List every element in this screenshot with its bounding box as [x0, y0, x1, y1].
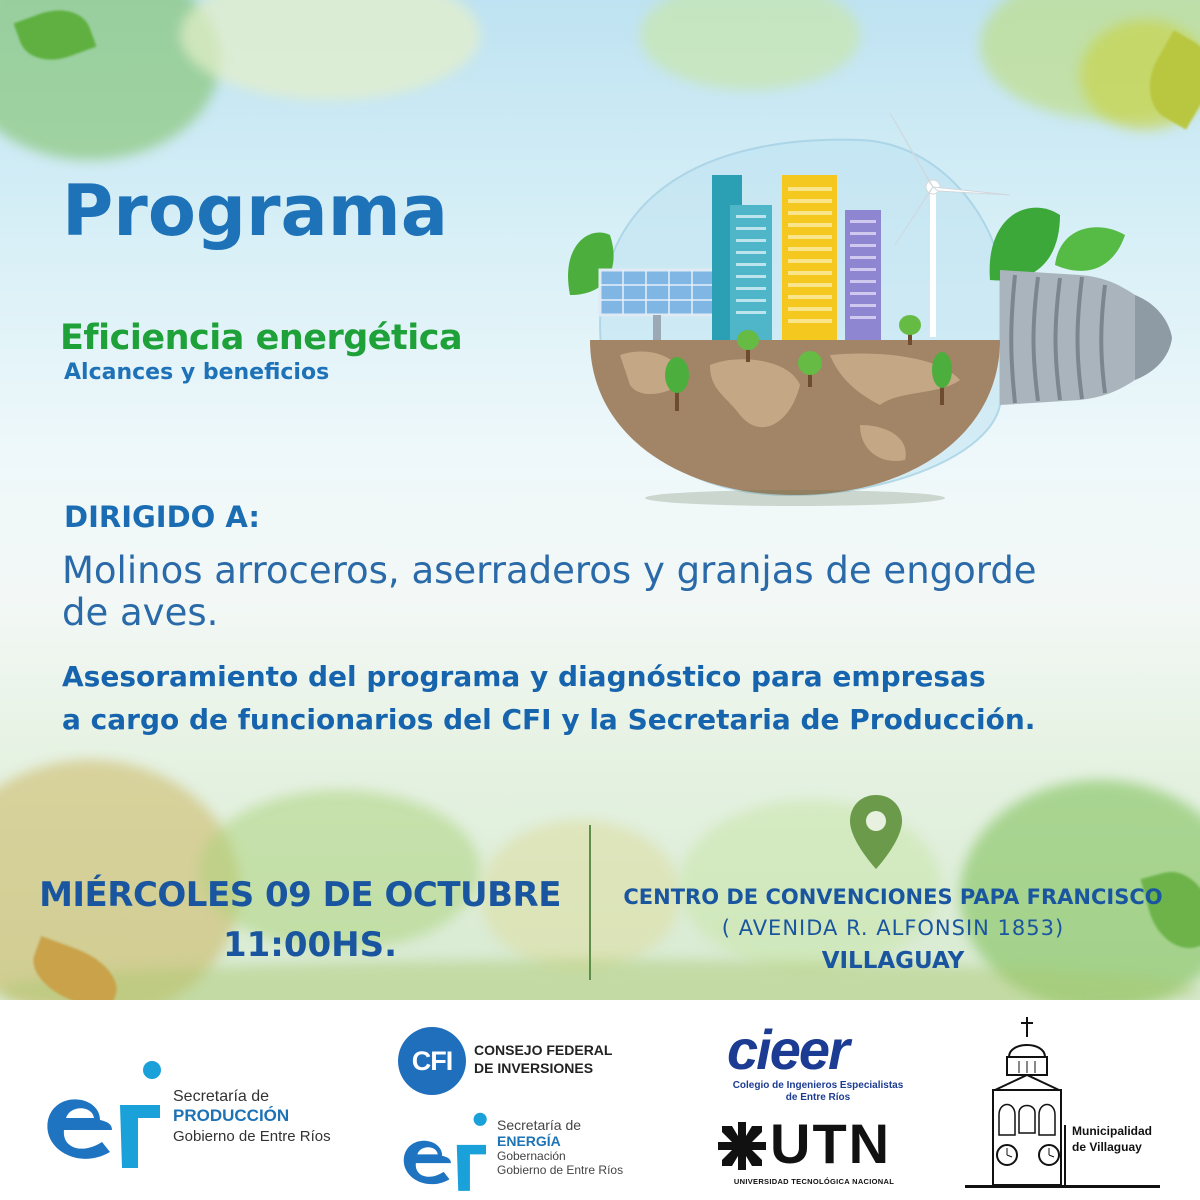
venue-name: CENTRO DE CONVENCIONES PAPA FRANCISCO	[623, 885, 1163, 909]
cfi-logo: CFI	[398, 1027, 466, 1095]
energia-line: Gobernación	[497, 1149, 566, 1163]
cieer-logo: cieer	[727, 1018, 848, 1081]
program-subtitle: Eficiencia energética	[60, 318, 463, 358]
er-logo	[40, 1060, 165, 1175]
description-line: Asesoramiento del programa y diagnóstico para empresas	[62, 660, 986, 693]
utn-logo: UTN	[770, 1112, 892, 1175]
sponsor-footer	[0, 1000, 1200, 1200]
produccion-line: PRODUCCIÓN	[173, 1106, 290, 1125]
municipalidad-logo	[965, 1015, 1165, 1195]
description-line: a cargo de funcionarios del CFI y la Secretaria de Producción.	[62, 703, 1036, 736]
audience-text: Molinos arroceros, aserraderos y granjas de engorde de aves.	[62, 549, 1037, 634]
audience-label: DIRIGIDO A:	[64, 500, 260, 534]
municipalidad-line: Municipalidad	[1072, 1124, 1153, 1138]
bokeh-decoration	[180, 0, 480, 100]
venue-city: VILLAGUAY	[821, 948, 965, 974]
er-logo	[396, 1112, 492, 1196]
produccion-line: Secretaría de	[173, 1088, 270, 1105]
municipalidad-line: de Villaguay	[1072, 1140, 1142, 1154]
program-description	[62, 655, 1162, 741]
location-pin-icon	[846, 793, 906, 873]
energia-line: Gobierno de Entre Ríos	[497, 1163, 624, 1177]
page-title: Programa	[62, 170, 448, 252]
eco-lightbulb-illustration	[560, 95, 1180, 515]
cieer-line: Colegio de Ingenieros Especialistas	[732, 1080, 904, 1091]
program-tagline: Alcances y beneficios	[64, 360, 330, 385]
energia-line: ENERGÍA	[497, 1133, 561, 1149]
bokeh-decoration	[640, 0, 860, 90]
utn-emblem-icon	[718, 1122, 766, 1170]
event-time: 11:00HS.	[222, 925, 398, 965]
venue-address: ( AVENIDA R. ALFONSIN 1853)	[721, 916, 1065, 940]
event-date: MIÉRCOLES 09 DE OCTUBRE	[39, 875, 561, 915]
cfi-line: CONSEJO FEDERAL	[474, 1042, 613, 1058]
cfi-line: DE INVERSIONES	[474, 1060, 594, 1076]
produccion-line: Gobierno de Entre Ríos	[173, 1128, 331, 1145]
energia-line: Secretaría de	[497, 1117, 582, 1133]
cieer-line: de Entre Ríos	[785, 1092, 851, 1103]
utn-line: UNIVERSIDAD TECNOLÓGICA NACIONAL	[733, 1177, 895, 1186]
divider	[589, 825, 591, 980]
